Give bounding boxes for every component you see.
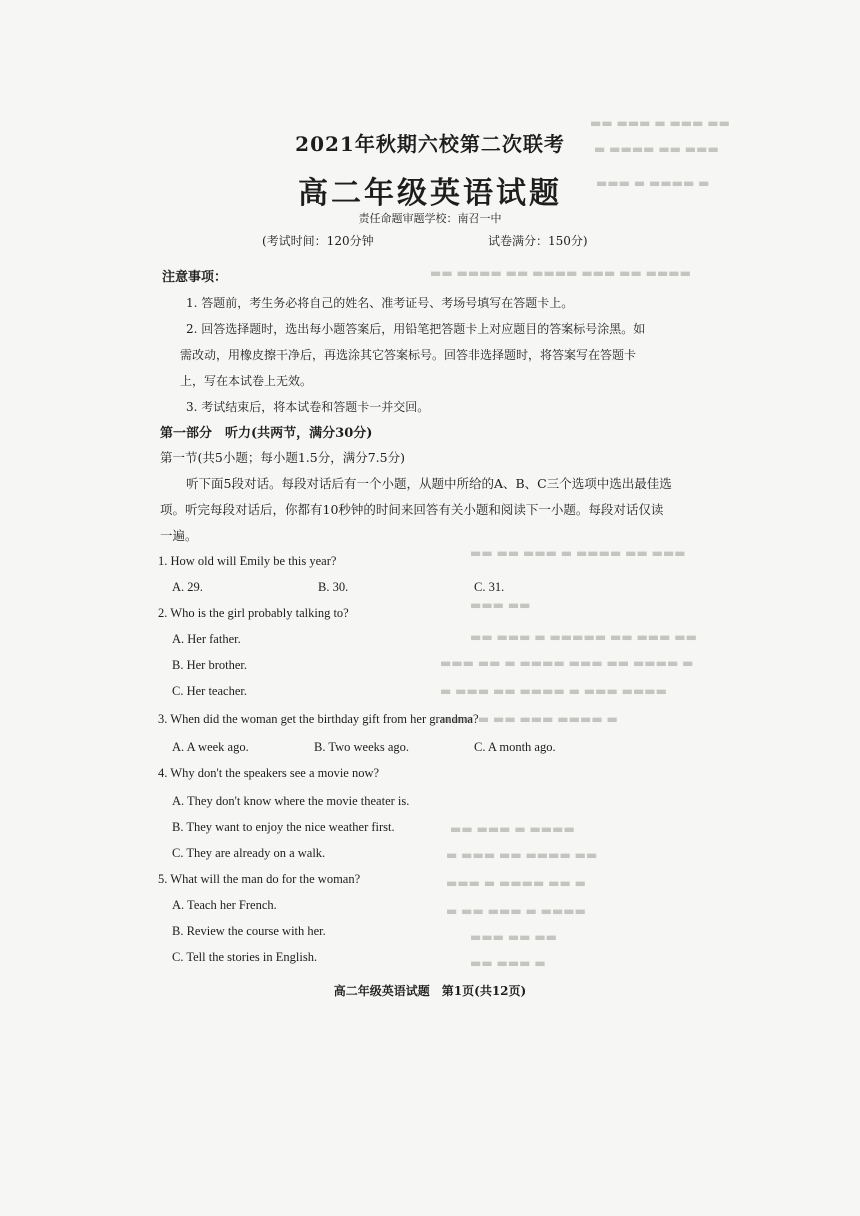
exam-time: (考试时间：120分钟 bbox=[262, 234, 374, 248]
instruction-line-2: 项。听完每段对话后，你都有10秒钟的时间来回答有关小题和阅读下一小题。每段对话仅读 bbox=[160, 502, 664, 517]
question-3-option-a: A. A week ago. bbox=[172, 740, 249, 754]
question-1-option-a: A. 29. bbox=[172, 580, 203, 594]
question-4-option-b: B. They want to enjoy the nice weather first. bbox=[172, 820, 395, 834]
exam-page: ▬▬ ▬▬▬ ▬ ▬▬▬ ▬▬ ▬ ▬▬▬▬ ▬▬ ▬▬▬ ▬▬▬ ▬ ▬▬▬▬ ▬ ▬▬ ▬▬▬▬ ▬▬ ▬▬▬▬ ▬▬▬ ▬▬ ▬▬▬▬ ▬▬ ▬▬ ▬▬▬ ▬ ▬▬▬▬ ▬▬ ▬▬▬ ▬▬▬ ▬▬ ▬▬ ▬▬▬ ▬ ▬▬▬▬▬ ▬▬ ▬▬▬ ▬▬ ▬▬▬ ▬▬ ▬ ▬▬▬▬ ▬▬▬ ▬▬ ▬▬▬▬ ▬ ▬ ▬▬▬ ▬▬ ▬▬▬▬ ▬ ▬▬▬ ▬▬▬▬ ▬▬▬ ▬ ▬▬ ▬▬▬ ▬▬▬▬ ▬ ▬▬ ▬▬▬ ▬ ▬▬▬▬ ▬ ▬▬▬ ▬▬ ▬▬▬▬ ▬▬ ▬▬▬ ▬ ▬▬▬▬ ▬▬ ▬ ▬ ▬▬ ▬▬▬ ▬ ▬▬▬▬ ▬▬▬ ▬▬ ▬▬ ▬▬ ▬▬▬ ▬ 2021年秋期六校第二次联考 高二年级英语试题 责任命题审题学校：南召一中 (考试时间：120分钟 试卷满分：150分) 注意事项： 1. 答题前，考生务必将自己的姓名、准考证号、考场号填写在答题卡上。 2. 回答选择题时，选出每小题答案后，用铅笔把答题卡上对应题目的答案标号涂黑。如 需改动，用橡皮擦干净后，再选涂其它答案标号。回答非选择题时，将答案写在答题卡 上，写在本试卷上无效。 3. 考试结束后，将本试卷和答题卡一并交回。 第一部分 听力(共两节，满分30分) 第一节(共5小题；每小题1.5分，满分7.5分) 听下面5段对话。每段对话后有一个小题，从题中所给的A、B、C三个选项中选出最佳选 项。听完每段对话后，你都有10秒钟的时间来回答有关小题和阅读下一小题。每段对话仅读 一遍。 1. How old will Emily be this year? A. 29. B. 30. C. 31. 2. Who is the girl probably talking to? A. Her father. B. Her brother. C. Her teacher. 3. When did the woman get the birthday gift from her grandma? A. A week ago. B. Two weeks ago. C. A month ago. 4. Why don't the speakers see a movie now? A. They don't know where the movie theater is. B. They want to enjoy the nice weather first. C. They are already on a walk. 5. What will the man do for the woman? A. Teach her French. B. Review the course with her. C. Tell the stories in English. 高二年级英语试题 第1页(共12页) bbox=[0, 0, 860, 1216]
question-1-option-b: B. 30. bbox=[318, 580, 349, 594]
instruction-line-1: 听下面5段对话。每段对话后有一个小题，从题中所给的A、B、C三个选项中选出最佳选 bbox=[186, 476, 672, 491]
question-2-option-c: C. Her teacher. bbox=[172, 684, 247, 698]
note-item-3: 3. 考试结束后，将本试卷和答题卡一并交回。 bbox=[186, 400, 430, 414]
question-1-option-c: C. 31. bbox=[474, 580, 505, 594]
question-4-option-a: A. They don't know where the movie theater is. bbox=[172, 794, 410, 808]
question-5-stem: 5. What will the man do for the woman? bbox=[158, 872, 361, 886]
note-item-2-line-1: 2. 回答选择题时，选出每小题答案后，用铅笔把答题卡上对应题目的答案标号涂黑。如 bbox=[186, 322, 646, 336]
instruction-line-3: 一遍。 bbox=[160, 528, 198, 543]
note-item-2-line-2: 需改动，用橡皮擦干净后，再选涂其它答案标号。回答非选择题时，将答案写在答题卡 bbox=[180, 348, 637, 362]
question-2-stem: 2. Who is the girl probably talking to? bbox=[158, 606, 349, 620]
note-item-1: 1. 答题前，考生务必将自己的姓名、准考证号、考场号填写在答题卡上。 bbox=[186, 296, 574, 310]
question-3-option-b: B. Two weeks ago. bbox=[314, 740, 410, 754]
question-2-option-b: B. Her brother. bbox=[172, 658, 247, 672]
question-5-option-a: A. Teach her French. bbox=[172, 898, 277, 912]
question-3-stem: 3. When did the woman get the birthday gift from her grandma? bbox=[158, 712, 479, 726]
question-4-option-c: C. They are already on a walk. bbox=[172, 846, 326, 860]
notes-heading: 注意事项： bbox=[162, 270, 228, 285]
part-heading: 第一部分 听力(共两节，满分30分) bbox=[160, 426, 373, 441]
question-4-stem: 4. Why don't the speakers see a movie now? bbox=[158, 766, 380, 780]
question-3-option-c: C. A month ago. bbox=[474, 740, 556, 754]
question-5-option-c: C. Tell the stories in English. bbox=[172, 950, 318, 964]
author-school: 责任命题审题学校：南召一中 bbox=[358, 212, 502, 225]
paper-title: 高二年级英语试题 bbox=[298, 176, 562, 211]
exam-name: 2021年秋期六校第二次联考 bbox=[295, 132, 565, 156]
question-5-option-b: B. Review the course with her. bbox=[172, 924, 326, 938]
question-1-stem: 1. How old will Emily be this year? bbox=[158, 554, 337, 568]
page-footer: 高二年级英语试题 第1页(共12页) bbox=[333, 984, 527, 998]
note-item-2-line-3: 上，写在本试卷上无效。 bbox=[180, 374, 313, 388]
exam-score: 试卷满分：150分) bbox=[488, 234, 588, 248]
section-heading: 第一节(共5小题；每小题1.5分，满分7.5分) bbox=[160, 450, 405, 465]
question-2-option-a: A. Her father. bbox=[172, 632, 241, 646]
